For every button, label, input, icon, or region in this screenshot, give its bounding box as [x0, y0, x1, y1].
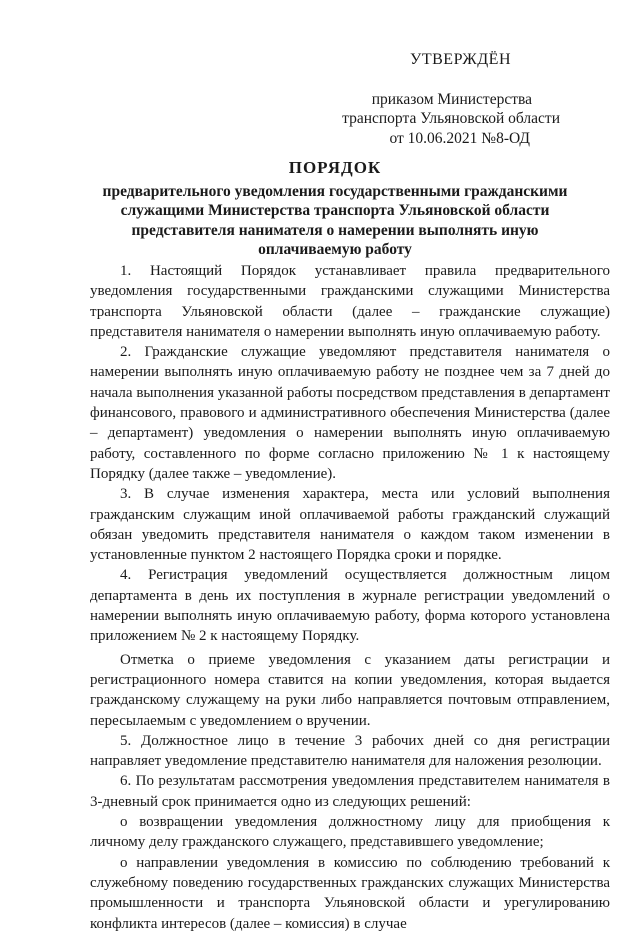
paragraph-6-option-1: о возвращении уведомления должностному лицу для приобщения к личному делу гражданского служащего, представившего уведомление; [90, 814, 610, 851]
document-subtitle-line: служащими Министерства транспорта Ульяновской области [120, 202, 550, 219]
document-subtitle-line: представителя нанимателя о намерении выполнять иную [131, 221, 539, 239]
paragraph-1: 1. Настоящий Порядок устанавливает правила предварительного уведомления государственными гражданскими служащими Министерства транспорта Ульяновской области (далее – гражданские служащие) представителя нанимателя о намерении выполнять иную оплачиваемую работу. [90, 263, 610, 340]
paragraph-6-option-2: о направлении уведомления в комиссию по соблюдению требований к служебному поведению государственных гражданских служащих Министерства промышленности и транспорта Ульяновской области и урегулированию конфликта интересов (далее – комиссия) в случае [90, 854, 610, 932]
document-subtitle-line: оплачиваемую работу [258, 241, 412, 258]
approval-date-line: от 10.06.2021 №8-ОД [389, 130, 530, 147]
document-heading [90, 158, 580, 260]
paragraph-4: 4. Регистрация уведомлений осуществляется должностным лицом департамента в день их поступления в журнале регистрации уведомлений о намерении выполнять иную оплачиваемую работу, форма которого установлена приложением № 2 к настоящему Порядку. [90, 567, 610, 645]
approval-order-line: приказом Министерства [371, 91, 532, 108]
approval-ministry-line: транспорта Ульяновской области [342, 110, 560, 127]
document-body [90, 261, 610, 934]
paragraph-4-note: Отметка о приеме уведомления с указанием даты регистрации и регистрационного номера ставится на копии уведомления, которая выдается гражданскому служащему на руки либо направляется почтовым отправлением, пересылаемым с уведомлением о вручении. [90, 651, 610, 729]
approval-stamp-title: УТВЕРЖДЁН [410, 51, 511, 68]
document-subtitle-line: предварительного уведомления государственными гражданскими [102, 182, 568, 200]
paragraph-6: 6. По результатам рассмотрения уведомления представителем нанимателя в 3-дневный срок принимается одно из следующих решений: [90, 773, 610, 810]
document-title: ПОРЯДОК [288, 158, 382, 177]
paragraph-2: 2. Гражданские служащие уведомляют представителя нанимателя о намерении выполнять иную оплачиваемую работу не позднее чем за 7 дней до начала выполнения указанной работы посредством представления в департамент финансового, правового и административного обеспечения Министерства (далее – департамент) уведомления о намерении выполнять иную оплачиваемую работу, составленного по форме согласно приложению № 1 к настоящему Порядку (далее также – уведомление). [90, 344, 610, 482]
paragraph-3: 3. В случае изменения характера, места или условий выполнения гражданским служащим иной оплачиваемой работы гражданский служащий обязан уведомить представителя нанимателя о каждом таком изменении в установленные пунктом 2 настоящего Порядка сроки и порядке. [90, 486, 610, 564]
paragraph-5: 5. Должностное лицо в течение 3 рабочих дней со дня регистрации направляет уведомление представителю нанимателя для наложения резолюции. [90, 732, 610, 770]
